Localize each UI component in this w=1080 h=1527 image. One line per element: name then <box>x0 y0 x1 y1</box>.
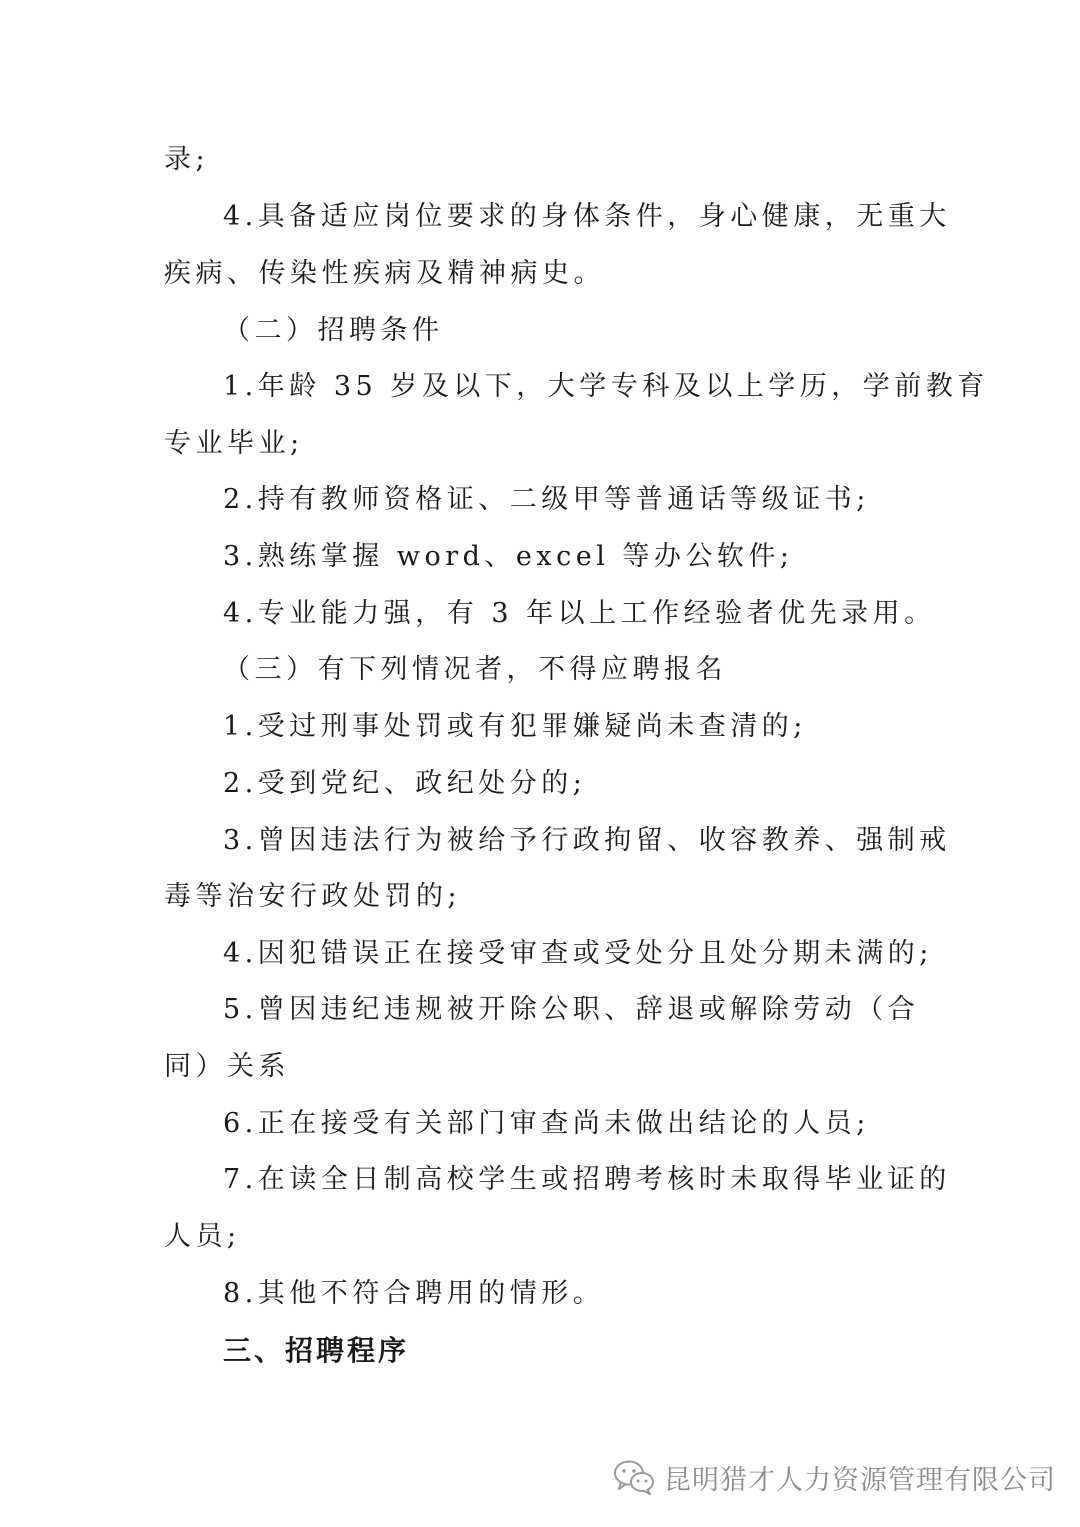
text-line: 1.年龄 35 岁及以下，大学专科及以上学历，学前教育 <box>223 371 989 402</box>
text-line: 7.在读全日制高校学生或招聘考核时未取得毕业证的 <box>223 1164 951 1195</box>
text-line: 8.其他不符合聘用的情形。 <box>223 1278 605 1309</box>
text-line: 6.正在接受有关部门审查尚未做出结论的人员; <box>223 1108 870 1139</box>
text-line: 5.曾因违纪违规被开除公职、辞退或解除劳动（合 <box>223 994 920 1025</box>
text-line: 3.曾因违法行为被给予行政拘留、收容教养、强制戒 <box>223 825 951 856</box>
text-line: 4.专业能力强，有 3 年以上工作经验者优先录用。 <box>223 598 936 629</box>
text-line: 1.受过刑事处罚或有犯罪嫌疑尚未查清的; <box>223 711 807 742</box>
text-line: 3.熟练掌握 word、excel 等办公软件; <box>223 541 794 572</box>
watermark-text: 昆明猎才人力资源管理有限公司 <box>664 1464 1056 1496</box>
watermark <box>612 1455 1056 1499</box>
wechat-icon <box>612 1458 656 1496</box>
text-line: 录; <box>164 144 210 175</box>
subsection-heading: （二）招聘条件 <box>223 315 444 346</box>
text-line: 4.具备适应岗位要求的身体条件，身心健康，无重大 <box>223 201 951 232</box>
text-line: 同）关系 <box>164 1051 290 1082</box>
text-line: 毒等治安行政处罚的; <box>164 881 462 912</box>
text-line: 人员; <box>164 1221 241 1252</box>
subsection-heading: （三）有下列情况者，不得应聘报名 <box>223 654 727 685</box>
text-line: 疾病、传染性疾病及精神病史。 <box>164 258 605 289</box>
text-line: 2.受到党纪、政纪处分的; <box>223 768 587 799</box>
text-line: 2.持有教师资格证、二级甲等普通话等级证书; <box>223 484 870 515</box>
text-line: 专业毕业; <box>164 428 304 459</box>
text-line: 4.因犯错误正在接受审查或受处分且处分期未满的; <box>223 938 933 969</box>
section-heading: 三、招聘程序 <box>223 1334 410 1367</box>
